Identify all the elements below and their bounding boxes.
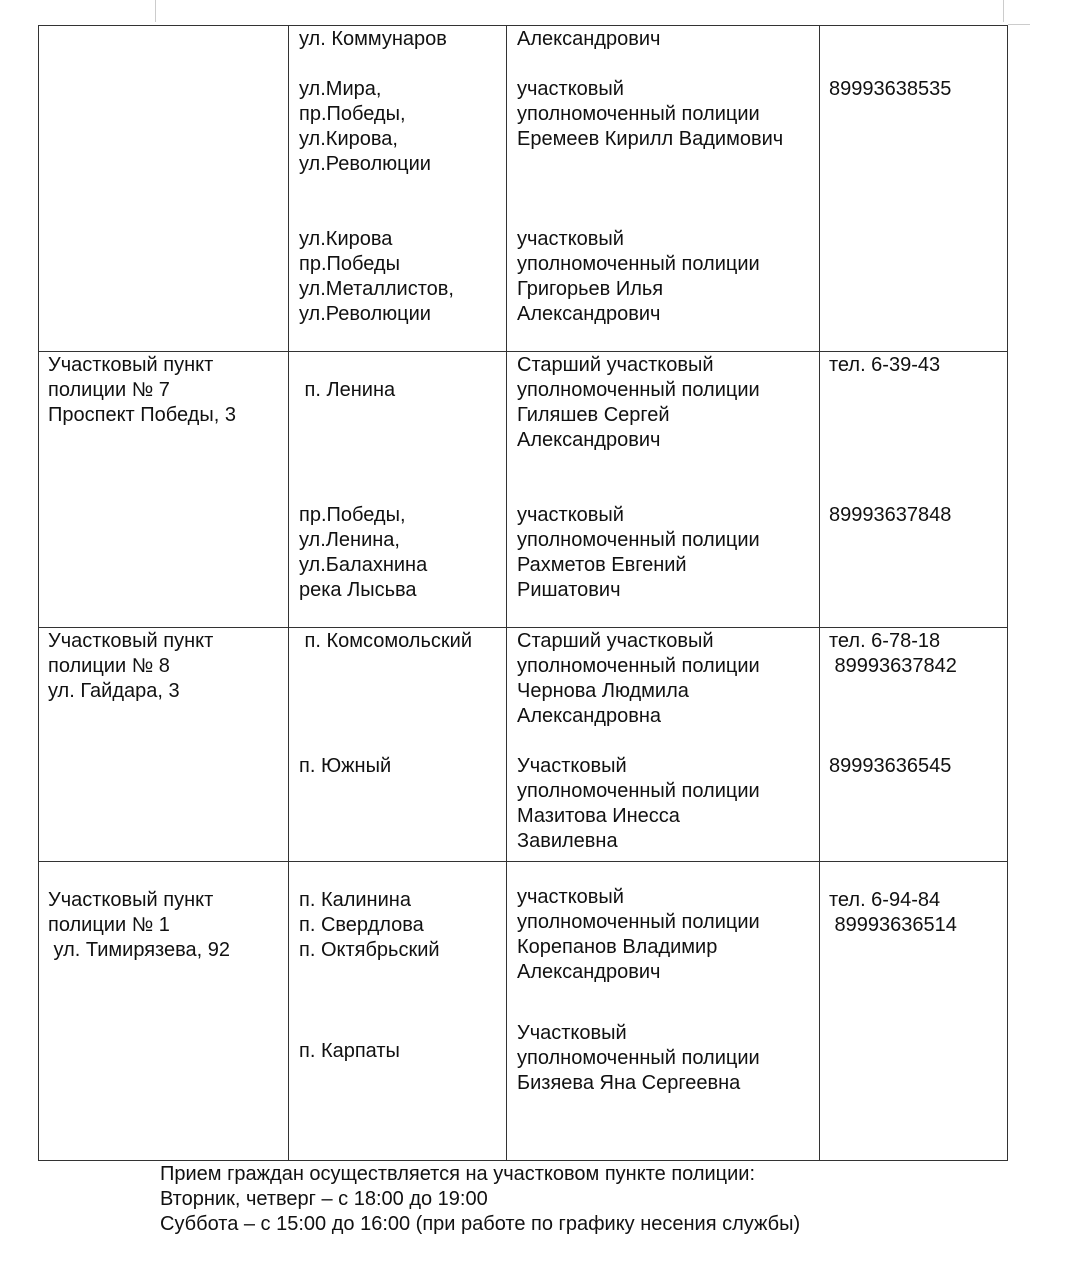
officer-cell: [517, 77, 783, 152]
officer-line: уполномоченный полиции: [517, 1047, 760, 1069]
street: река Лысьва: [299, 579, 417, 601]
officer-line: уполномоченный полиции: [517, 253, 760, 275]
phone: 89993636545: [829, 755, 952, 777]
officer-cell: [517, 227, 760, 327]
post-line: ул. Гайдара, 3: [48, 680, 180, 702]
officer-line: уполномоченный полиции: [517, 529, 760, 551]
note-line: Прием граждан осуществляется на участковом пункте полиции:: [160, 1163, 756, 1185]
officer-line: Александровна: [517, 705, 661, 727]
note-line: Суббота – с 15:00 до 16:00 (при работе по графику несения службы): [160, 1213, 801, 1235]
officer-line: уполномоченный полиции: [517, 655, 760, 677]
table-border: [38, 351, 1008, 352]
officer-line: участковый: [517, 886, 624, 908]
officer-line: Старший участковый: [517, 630, 714, 652]
streets-cell: [299, 629, 472, 654]
officer-line: Участковый: [517, 755, 627, 777]
street: ул.Ленина,: [299, 529, 400, 551]
table-border: [288, 25, 289, 1161]
officer-line: Григорьев Илья: [517, 278, 664, 300]
table-border: [38, 627, 1008, 628]
post-line: полиции № 1: [48, 914, 170, 936]
streets-cell: [299, 754, 391, 779]
streets-cell: [299, 27, 447, 52]
phone: 89993637848: [829, 504, 952, 526]
street: пр.Победы: [299, 253, 400, 275]
table-border: [819, 25, 820, 1161]
street: ул.Революции: [299, 303, 431, 325]
street: п. Карпаты: [299, 1040, 400, 1062]
note-line: Вторник, четверг – с 18:00 до 19:00: [160, 1188, 488, 1210]
street: п. Южный: [299, 755, 392, 777]
officer-line: уполномоченный полиции: [517, 780, 760, 802]
streets-cell: [299, 77, 431, 177]
reception-hours-note: [160, 1162, 800, 1237]
phone: 89993638535: [829, 78, 952, 100]
table-border: [38, 1160, 1008, 1161]
officer-line: Ришатович: [517, 579, 621, 601]
streets-cell: [299, 227, 454, 327]
streets-cell: [299, 378, 395, 403]
table-border: [38, 25, 1008, 26]
post-cell: [48, 629, 213, 704]
officer-line: Еремеев Кирилл Вадимович: [517, 128, 784, 150]
post-line: Участковый пункт: [48, 889, 214, 911]
table-border: [38, 25, 39, 1161]
officer-line: Александрович: [517, 28, 661, 50]
post-line: ул. Тимирязева, 92: [48, 939, 231, 961]
officer-cell: [517, 27, 660, 52]
page-margin-line: [1003, 0, 1004, 22]
post-cell: [48, 888, 230, 963]
phone-cell: [829, 353, 940, 378]
officer-line: Александрович: [517, 429, 661, 451]
officer-line: Завилевна: [517, 830, 618, 852]
officer-cell: [517, 629, 760, 729]
street: п. Комсомольский: [299, 630, 472, 652]
phone: 89993637842: [829, 655, 957, 677]
table-border: [1007, 25, 1008, 1161]
officer-line: уполномоченный полиции: [517, 103, 760, 125]
post-line: Участковый пункт: [48, 354, 214, 376]
officer-line: участковый: [517, 504, 624, 526]
phone-cell: [829, 888, 957, 938]
officer-line: Александрович: [517, 961, 661, 983]
street: ул.Металлистов,: [299, 278, 454, 300]
street: ул.Революции: [299, 153, 431, 175]
street: пр.Победы,: [299, 103, 406, 125]
phone-cell: [829, 503, 951, 528]
street: п. Свердлова: [299, 914, 424, 936]
officer-line: уполномоченный полиции: [517, 911, 760, 933]
street: п. Октябрьский: [299, 939, 440, 961]
officer-line: Участковый: [517, 1022, 627, 1044]
officer-line: уполномоченный полиции: [517, 379, 760, 401]
phone-cell: [829, 754, 951, 779]
streets-cell: [299, 888, 440, 963]
street: п. Калинина: [299, 889, 411, 911]
table-border: [506, 25, 507, 1161]
officer-cell: [517, 353, 760, 453]
officer-line: Мазитова Инесса: [517, 805, 680, 827]
table-border: [38, 861, 1008, 862]
officer-line: Чернова Людмила: [517, 680, 689, 702]
post-line: полиции № 8: [48, 655, 170, 677]
street: ул. Коммунаров: [299, 28, 447, 50]
post-line: Проспект Победы, 3: [48, 404, 236, 426]
post-line: полиции № 7: [48, 379, 170, 401]
officer-line: Гиляшев Сергей: [517, 404, 670, 426]
streets-cell: [299, 1039, 400, 1064]
page-margin-line: [155, 0, 156, 22]
officer-line: участковый: [517, 78, 624, 100]
officer-cell: [517, 1021, 760, 1096]
street: ул.Кирова,: [299, 128, 398, 150]
officer-cell: [517, 885, 760, 985]
phone: тел. 6-94-84: [829, 889, 941, 911]
post-cell: [48, 353, 236, 428]
phone: тел. 6-78-18: [829, 630, 941, 652]
street: ул.Балахнина: [299, 554, 428, 576]
officer-line: Корепанов Владимир: [517, 936, 718, 958]
phone: 89993636514: [829, 914, 957, 936]
page-margin-line: [1008, 24, 1030, 25]
officer-line: участковый: [517, 228, 624, 250]
officer-line: Рахметов Евгений: [517, 554, 687, 576]
street: пр.Победы,: [299, 504, 406, 526]
officer-cell: [517, 754, 760, 854]
officer-line: Старший участковый: [517, 354, 714, 376]
officer-cell: [517, 503, 760, 603]
streets-cell: [299, 503, 427, 603]
street: ул.Мира,: [299, 78, 382, 100]
phone: тел. 6-39-43: [829, 354, 941, 376]
phone-cell: [829, 77, 951, 102]
officer-line: Александрович: [517, 303, 661, 325]
street: ул.Кирова: [299, 228, 393, 250]
officer-line: Бизяева Яна Сергеевна: [517, 1072, 741, 1094]
post-line: Участковый пункт: [48, 630, 214, 652]
phone-cell: [829, 629, 957, 679]
street: п. Ленина: [299, 379, 396, 401]
